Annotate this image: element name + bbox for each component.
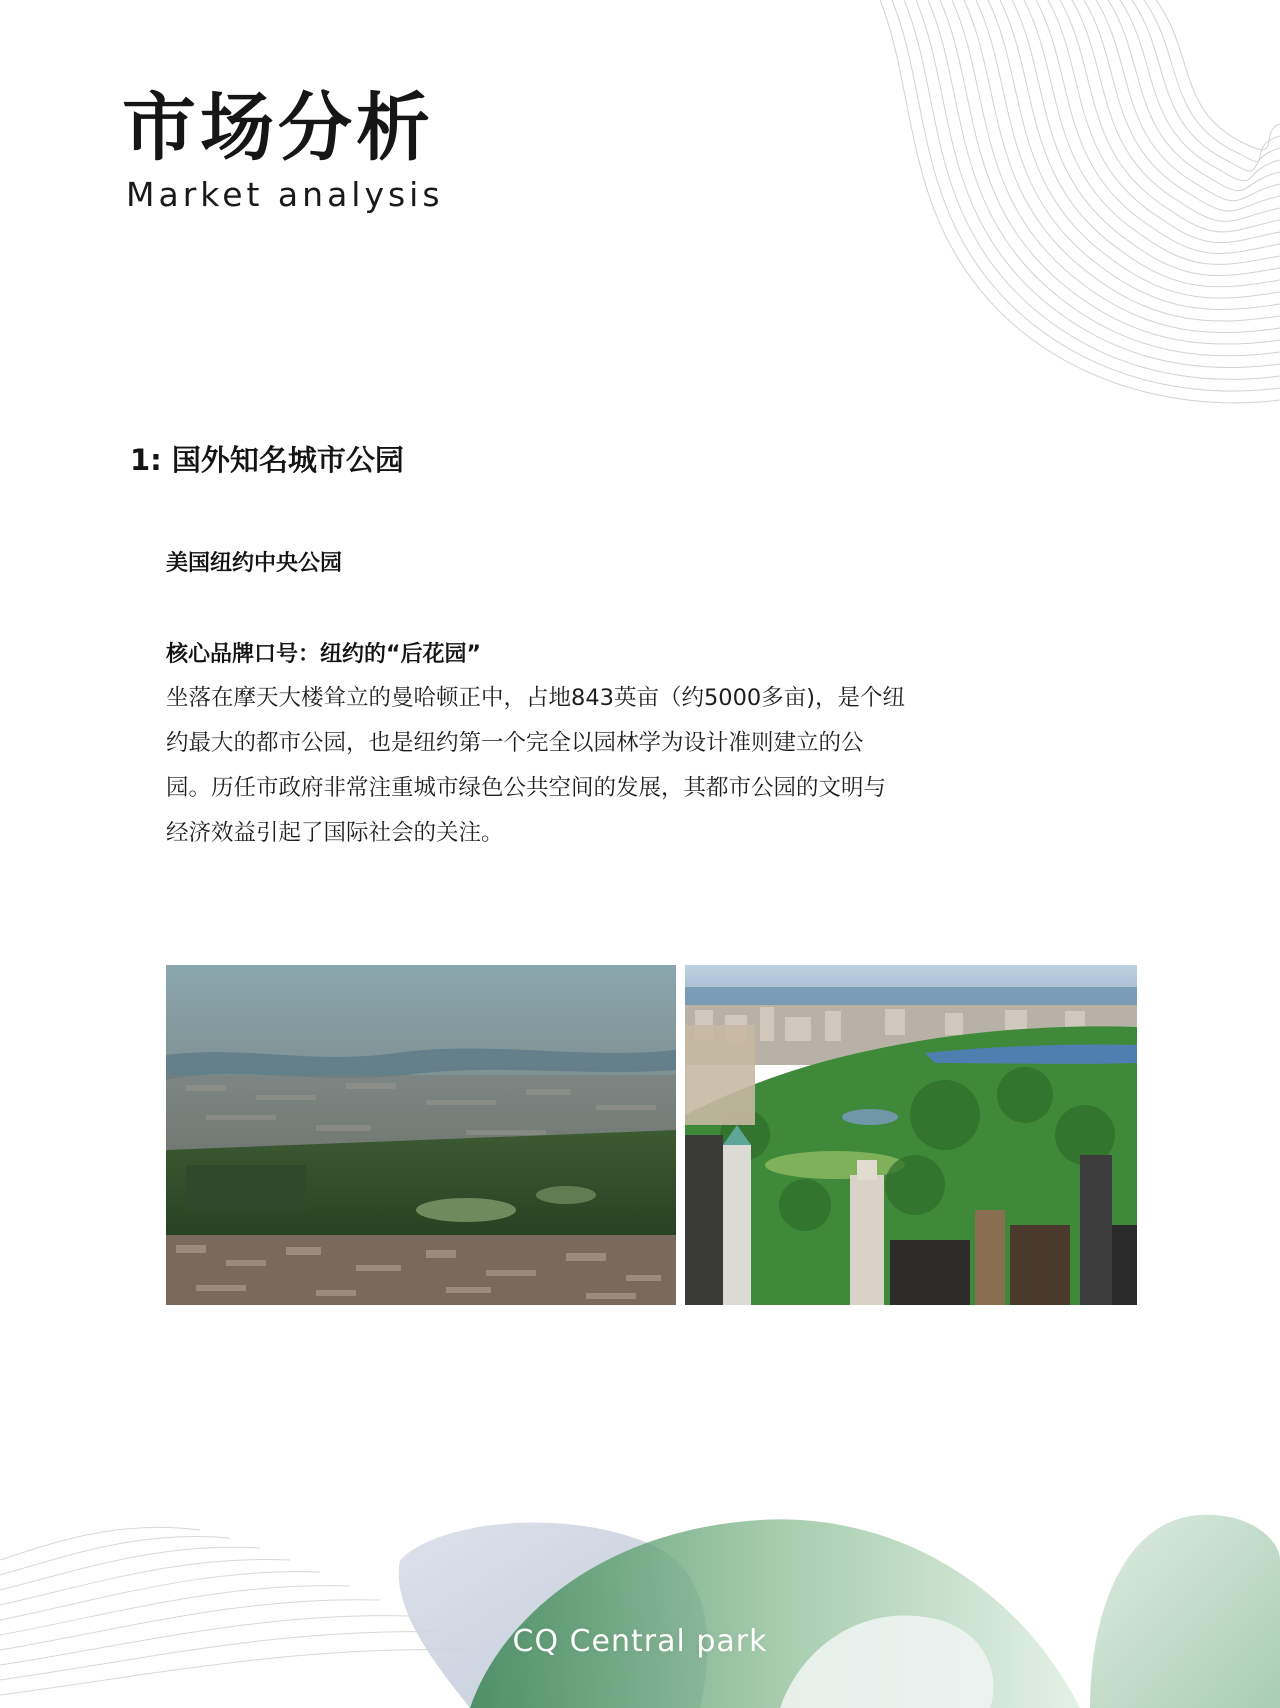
aerial-view-central-park-photo — [166, 965, 676, 1305]
section-heading: 1: 国外知名城市公园 — [130, 443, 404, 477]
park-name-heading: 美国纽约中央公园 — [166, 551, 343, 576]
brand-slogan: 核心品牌口号：纽约的“后花园” — [166, 642, 481, 667]
footer-brand: CQ Central park — [512, 1624, 768, 1659]
wave-lines-decoration-top — [880, 0, 1280, 420]
wave-shapes-decoration-bottom — [0, 1500, 1280, 1708]
skyline-view-central-park-photo — [685, 965, 1137, 1305]
page-subtitle: Market analysis — [126, 175, 444, 214]
park-description-paragraph: 坐落在摩天大楼耸立的曼哈顿正中，占地843英亩（约5000多亩)，是个纽约最大的都市公园，也是纽约第一个完全以园林学为设计准则建立的公园。历任市政府非常注重城市绿色公共空间的发展，其都市公园的文明与经济效益引起了国际社会的关注。 — [166, 685, 905, 846]
page-title: 市场分析 — [122, 85, 434, 171]
